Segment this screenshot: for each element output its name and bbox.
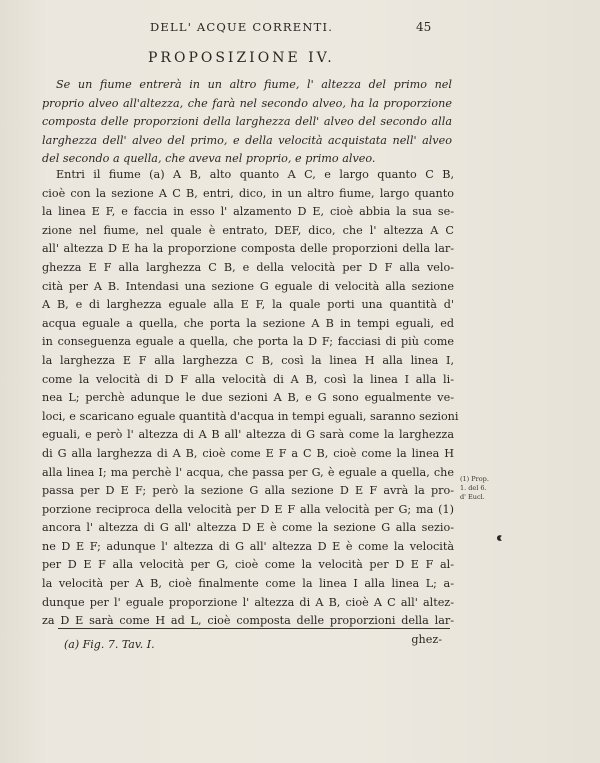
- footnote-rule: [58, 628, 450, 629]
- body-line: loci, e scaricano eguale quantità d'acqua in tempi eguali, saranno sezioni: [42, 409, 459, 423]
- body-line: cità per A B. Intendasi una sezione G eguale di velocità alla sezione: [42, 279, 454, 293]
- body-line: cioè con la sezione A C B, entri, dico, in un altro fiume, largo quanto: [42, 186, 454, 200]
- proposition-enunciation: [42, 76, 452, 169]
- page-number: 45: [416, 20, 432, 34]
- body-line: acqua eguale a quella, che porta la sezione A B in tempi eguali, ed: [42, 316, 454, 330]
- body-line: Entri il fiume (a) A B, alto quanto A C, e largo quanto C B,: [56, 168, 454, 181]
- enunciation-line: composta delle proporzioni della larghezza dell' alveo del secondo alla: [42, 115, 452, 128]
- body-line: passa per D E F; però la sezione G alla sezione D E F avrà la pro-: [42, 484, 454, 498]
- body-line: A B, e di larghezza eguale alla E F, la quale porti una quantità d': [42, 298, 454, 312]
- body-line: zione nel fiume, nel quale è entrato, DEF, dico, che l' altezza A C: [42, 223, 454, 237]
- body-line: porzione reciproca della velocità per D E F alla velocità per G; ma (1): [42, 502, 454, 516]
- body-text: [42, 166, 459, 649]
- body-line: come la velocità di D F alla velocità di A B, così la linea I alla li-: [42, 372, 454, 386]
- body-line: di G alla larghezza di A B, cioè come E F a C B, cioè come la linea H: [42, 446, 454, 460]
- body-line: ne D E F; adunque l' altezza di G all' altezza D E è come la velocità: [42, 539, 454, 553]
- marginal-note-line: (1) Prop.: [460, 475, 489, 483]
- marginal-note-line: 1. del 6.: [460, 484, 487, 492]
- enunciation-line: Se un fiume entrerà in un altro fiume, l' altezza del primo nel: [56, 78, 452, 91]
- body-line: nea L; perchè adunque le due sezioni A B, e G sono egualmente ve-: [42, 391, 454, 405]
- footnote: (a) Fig. 7. Tav. I.: [64, 638, 155, 651]
- body-line: ghezza E F alla larghezza C B, e della velocità per D F alla velo-: [42, 260, 454, 274]
- body-line: la velocità per A B, cioè finalmente come la linea I alla linea L; a-: [42, 577, 454, 591]
- body-line: alla linea I; ma perchè l' acqua, che passa per G, è eguale a quella, che: [42, 465, 454, 479]
- marginal-note: [460, 475, 506, 502]
- body-line: la linea E F, e faccia in esso l' alzamento D E, cioè abbia la sua se-: [42, 205, 454, 219]
- body-line: per D E F alla velocità per G, cioè come la velocità per D E F al-: [42, 558, 454, 572]
- running-head: DELL' ACQUE CORRENTI.: [150, 20, 334, 34]
- body-line: za D E sarà come H ad L, cioè composta delle proporzioni della lar-: [42, 614, 454, 628]
- body-line: dunque per l' eguale proporzione l' altezza di A B, cioè A C all' altez-: [42, 595, 454, 609]
- ink-spot-icon: [496, 534, 504, 542]
- catchword: ghez-: [411, 632, 442, 646]
- enunciation-line: proprio alveo all'altezza, che farà nel secondo alveo, ha la proporzione: [42, 96, 452, 110]
- body-line: la larghezza E F alla larghezza C B, così la linea H alla linea I,: [42, 353, 454, 367]
- enunciation-line: larghezza dell' alveo del primo, e della velocità acquistata nell' alveo: [42, 133, 452, 147]
- body-line: ancora l' altezza di G all' altezza D E è come la sezione G alla sezio-: [42, 521, 454, 535]
- body-line: in conseguenza eguale a quella, che porta la D F; facciasi di più come: [42, 335, 454, 349]
- body-line: all' altezza D E ha la proporzione composta delle proporzioni della lar-: [42, 242, 454, 256]
- body-line: eguali, e però l' altezza di A B all' altezza di G sarà come la larghezza: [42, 428, 454, 442]
- enunciation-line: del secondo a quella, che aveva nel proprio, e primo alveo.: [42, 152, 376, 165]
- marginal-note-line: d' Eucl.: [460, 493, 485, 501]
- proposition-title: PROPOSIZIONE IV.: [148, 50, 335, 66]
